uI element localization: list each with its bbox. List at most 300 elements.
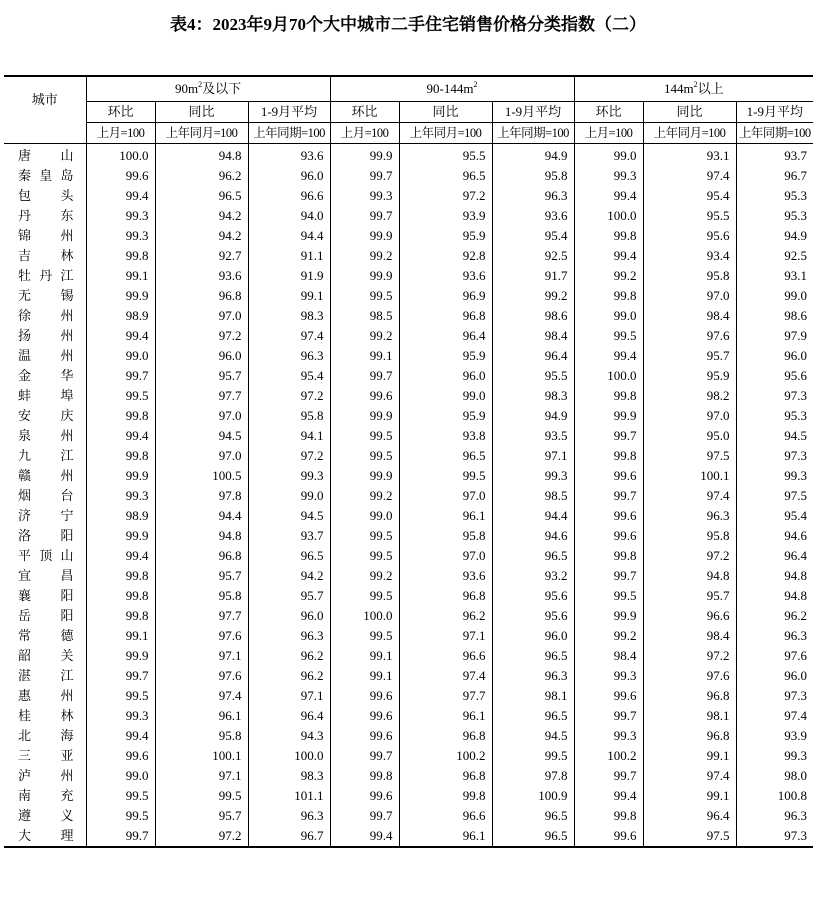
index-value: 95.3 — [736, 406, 813, 426]
index-value: 99.2 — [330, 246, 399, 266]
index-value: 93.6 — [492, 206, 574, 226]
index-value: 99.7 — [574, 486, 643, 506]
city-name: 秦皇岛 — [18, 168, 74, 183]
index-value: 99.5 — [574, 586, 643, 606]
index-value: 99.4 — [86, 326, 155, 346]
index-value: 98.4 — [492, 326, 574, 346]
index-value: 99.7 — [330, 746, 399, 766]
index-value: 97.0 — [643, 286, 736, 306]
index-value: 99.4 — [86, 546, 155, 566]
index-value: 97.4 — [643, 166, 736, 186]
index-value: 96.0 — [248, 166, 330, 186]
index-value: 99.9 — [330, 226, 399, 246]
table-row — [4, 206, 813, 226]
index-value: 99.3 — [736, 466, 813, 486]
subcol-yoy: 同比 — [643, 102, 736, 123]
table-row — [4, 786, 813, 806]
table-row — [4, 586, 813, 606]
index-value: 99.5 — [86, 686, 155, 706]
index-value: 100.0 — [248, 746, 330, 766]
index-value: 93.8 — [399, 426, 492, 446]
index-value: 99.9 — [86, 646, 155, 666]
base-mom: 上月=100 — [86, 123, 155, 144]
index-value: 97.1 — [399, 626, 492, 646]
index-value: 97.7 — [155, 606, 248, 626]
index-value: 99.8 — [574, 286, 643, 306]
index-value: 97.1 — [155, 766, 248, 786]
index-value: 99.2 — [330, 566, 399, 586]
city-name: 包头 — [18, 188, 74, 203]
index-value: 97.7 — [155, 386, 248, 406]
index-value: 96.8 — [399, 306, 492, 326]
index-value: 97.6 — [643, 326, 736, 346]
index-value: 99.6 — [574, 466, 643, 486]
index-value: 96.5 — [492, 646, 574, 666]
index-value: 96.3 — [248, 346, 330, 366]
index-value: 99.5 — [86, 386, 155, 406]
index-value: 95.8 — [155, 586, 248, 606]
index-value: 98.5 — [330, 306, 399, 326]
index-value: 99.2 — [330, 486, 399, 506]
index-value: 97.6 — [736, 646, 813, 666]
table-row — [4, 166, 813, 186]
table-row — [4, 144, 813, 167]
index-value: 96.5 — [399, 166, 492, 186]
index-value: 98.1 — [492, 686, 574, 706]
index-value: 93.1 — [736, 266, 813, 286]
index-value: 99.2 — [492, 286, 574, 306]
index-value: 99.1 — [643, 746, 736, 766]
index-value: 100.0 — [86, 144, 155, 167]
city-name: 遵义 — [18, 808, 74, 823]
index-value: 98.3 — [248, 766, 330, 786]
index-value: 97.6 — [155, 626, 248, 646]
index-value: 99.4 — [86, 186, 155, 206]
index-value: 99.1 — [330, 646, 399, 666]
city-name: 济宁 — [18, 508, 74, 523]
city-name: 赣州 — [18, 468, 74, 483]
index-value: 96.5 — [155, 186, 248, 206]
index-value: 97.3 — [736, 686, 813, 706]
index-value: 96.3 — [643, 506, 736, 526]
index-value: 97.4 — [155, 686, 248, 706]
index-value: 98.2 — [643, 386, 736, 406]
index-value: 94.9 — [492, 406, 574, 426]
index-value: 95.7 — [155, 566, 248, 586]
index-value: 99.7 — [330, 806, 399, 826]
city-name: 北海 — [18, 728, 74, 743]
index-value: 99.3 — [86, 206, 155, 226]
index-value: 94.8 — [736, 586, 813, 606]
index-value: 95.3 — [736, 206, 813, 226]
index-value: 98.6 — [492, 306, 574, 326]
index-value: 99.9 — [86, 466, 155, 486]
index-value: 99.5 — [330, 446, 399, 466]
index-value: 94.9 — [492, 144, 574, 167]
index-value: 96.0 — [736, 346, 813, 366]
index-value: 99.6 — [574, 826, 643, 847]
index-value: 96.3 — [492, 186, 574, 206]
index-value: 95.7 — [155, 366, 248, 386]
subcol-yoy: 同比 — [399, 102, 492, 123]
index-value: 100.0 — [330, 606, 399, 626]
index-value: 96.4 — [248, 706, 330, 726]
index-value: 96.0 — [492, 626, 574, 646]
index-value: 93.7 — [248, 526, 330, 546]
index-value: 100.0 — [574, 206, 643, 226]
base-avg: 上年同期=100 — [736, 123, 813, 144]
index-value: 96.3 — [248, 626, 330, 646]
index-value: 95.0 — [643, 426, 736, 446]
index-value: 98.3 — [492, 386, 574, 406]
city-name: 洛阳 — [18, 528, 74, 543]
index-value: 98.1 — [643, 706, 736, 726]
index-value: 95.3 — [736, 186, 813, 206]
index-value: 99.3 — [736, 746, 813, 766]
index-value: 97.1 — [155, 646, 248, 666]
index-value: 93.2 — [492, 566, 574, 586]
index-value: 99.8 — [86, 246, 155, 266]
index-value: 99.8 — [574, 386, 643, 406]
index-value: 99.9 — [330, 144, 399, 167]
index-value: 95.8 — [492, 166, 574, 186]
index-value: 97.7 — [399, 686, 492, 706]
index-value: 97.2 — [155, 826, 248, 847]
index-value: 96.2 — [736, 606, 813, 626]
index-value: 100.1 — [155, 746, 248, 766]
city-name: 宜昌 — [18, 568, 74, 583]
index-value: 96.3 — [248, 806, 330, 826]
index-value: 99.8 — [86, 446, 155, 466]
index-value: 99.0 — [248, 486, 330, 506]
index-value: 95.9 — [643, 366, 736, 386]
table-row — [4, 326, 813, 346]
index-value: 97.2 — [248, 446, 330, 466]
index-value: 96.8 — [155, 546, 248, 566]
table-row — [4, 266, 813, 286]
index-value: 98.3 — [248, 306, 330, 326]
city-column-header: 城市 — [4, 76, 86, 123]
group-header-small: $90m^2$及以下 — [86, 76, 330, 102]
index-value: 99.3 — [86, 706, 155, 726]
index-value: 96.5 — [492, 806, 574, 826]
index-value: 95.7 — [643, 346, 736, 366]
index-value: 99.0 — [736, 286, 813, 306]
table-body — [4, 144, 813, 848]
city-name: 徐州 — [18, 308, 74, 323]
index-value: 97.0 — [155, 306, 248, 326]
index-value: 95.5 — [399, 144, 492, 167]
city-header-spacer — [4, 123, 86, 144]
table-row — [4, 466, 813, 486]
index-value: 97.2 — [399, 186, 492, 206]
base-yoy: 上年同月=100 — [399, 123, 492, 144]
index-value: 99.3 — [574, 666, 643, 686]
index-value: 96.0 — [155, 346, 248, 366]
index-value: 99.1 — [330, 346, 399, 366]
index-value: 97.5 — [643, 446, 736, 466]
index-value: 96.6 — [248, 186, 330, 206]
index-value: 97.2 — [643, 646, 736, 666]
index-value: 96.8 — [399, 726, 492, 746]
index-value: 99.7 — [574, 566, 643, 586]
index-value: 93.6 — [399, 566, 492, 586]
index-value: 99.9 — [330, 406, 399, 426]
index-value: 96.1 — [155, 706, 248, 726]
subcol-mom: 环比 — [574, 102, 643, 123]
index-value: 99.4 — [574, 346, 643, 366]
index-value: 99.9 — [86, 286, 155, 306]
index-value: 95.7 — [643, 586, 736, 606]
table-row — [4, 566, 813, 586]
index-value: 94.6 — [736, 526, 813, 546]
index-value: 95.8 — [643, 526, 736, 546]
index-value: 99.8 — [574, 806, 643, 826]
index-value: 99.7 — [86, 366, 155, 386]
index-value: 99.7 — [330, 366, 399, 386]
index-value: 99.5 — [330, 626, 399, 646]
index-value: 99.0 — [86, 346, 155, 366]
index-value: 97.6 — [643, 666, 736, 686]
index-value: 99.3 — [574, 166, 643, 186]
index-value: 99.8 — [574, 226, 643, 246]
index-value: 99.2 — [330, 326, 399, 346]
city-name: 温州 — [18, 348, 74, 363]
index-value: 97.0 — [155, 406, 248, 426]
index-value: 97.1 — [492, 446, 574, 466]
table-row — [4, 646, 813, 666]
index-value: 92.8 — [399, 246, 492, 266]
index-value: 97.0 — [155, 446, 248, 466]
subcol-mom: 环比 — [86, 102, 155, 123]
index-value: 99.6 — [330, 726, 399, 746]
index-value: 93.9 — [399, 206, 492, 226]
index-value: 96.8 — [155, 286, 248, 306]
price-index-table — [4, 75, 813, 848]
table-row — [4, 286, 813, 306]
index-value: 94.3 — [248, 726, 330, 746]
index-value: 95.9 — [399, 226, 492, 246]
index-value: 98.4 — [643, 306, 736, 326]
index-value: 94.8 — [155, 144, 248, 167]
index-value: 99.4 — [86, 726, 155, 746]
index-value: 92.7 — [155, 246, 248, 266]
index-value: 97.4 — [736, 706, 813, 726]
subcol-yoy: 同比 — [155, 102, 248, 123]
index-value: 95.6 — [492, 586, 574, 606]
index-value: 95.5 — [643, 206, 736, 226]
city-name: 南充 — [18, 788, 74, 803]
index-value: 99.5 — [330, 426, 399, 446]
index-value: 96.5 — [248, 546, 330, 566]
index-value: 99.5 — [330, 586, 399, 606]
city-name: 三亚 — [18, 748, 74, 763]
table-row — [4, 666, 813, 686]
index-value: 99.6 — [574, 506, 643, 526]
table-row — [4, 746, 813, 766]
page-title: 表4：2023年9月70个大中城市二手住宅销售价格分类指数（二） — [170, 15, 646, 34]
index-value: 91.1 — [248, 246, 330, 266]
table-row — [4, 346, 813, 366]
index-value: 96.2 — [155, 166, 248, 186]
index-value: 99.0 — [86, 766, 155, 786]
index-value: 93.4 — [643, 246, 736, 266]
index-value: 94.5 — [492, 726, 574, 746]
index-value: 97.4 — [399, 666, 492, 686]
base-yoy: 上年同月=100 — [643, 123, 736, 144]
index-value: 96.3 — [492, 666, 574, 686]
index-value: 95.4 — [248, 366, 330, 386]
index-value: 95.6 — [643, 226, 736, 246]
index-value: 99.1 — [248, 286, 330, 306]
index-value: 97.1 — [248, 686, 330, 706]
table-row — [4, 606, 813, 626]
index-value: 97.0 — [643, 406, 736, 426]
index-value: 99.8 — [86, 606, 155, 626]
index-value: 93.9 — [736, 726, 813, 746]
index-value: 96.4 — [643, 806, 736, 826]
index-value: 95.8 — [643, 266, 736, 286]
city-name: 惠州 — [18, 688, 74, 703]
index-value: 100.2 — [399, 746, 492, 766]
index-value: 96.7 — [248, 826, 330, 847]
index-value: 96.7 — [736, 166, 813, 186]
index-value: 97.4 — [643, 766, 736, 786]
index-value: 95.4 — [492, 226, 574, 246]
index-value: 98.6 — [736, 306, 813, 326]
index-value: 91.9 — [248, 266, 330, 286]
base-avg: 上年同期=100 — [492, 123, 574, 144]
city-name: 襄阳 — [18, 588, 74, 603]
index-value: 95.6 — [492, 606, 574, 626]
index-value: 99.1 — [643, 786, 736, 806]
index-value: 94.9 — [736, 226, 813, 246]
index-value: 94.2 — [155, 206, 248, 226]
index-value: 99.8 — [86, 406, 155, 426]
index-value: 99.3 — [248, 466, 330, 486]
index-value: 99.0 — [399, 386, 492, 406]
city-name: 扬州 — [18, 328, 74, 343]
city-name: 韶关 — [18, 648, 74, 663]
index-value: 99.0 — [574, 144, 643, 167]
index-value: 94.4 — [155, 506, 248, 526]
index-value: 99.9 — [574, 406, 643, 426]
subcol-avg: 1-9月平均 — [492, 102, 574, 123]
index-value: 95.6 — [736, 366, 813, 386]
index-value: 99.6 — [330, 686, 399, 706]
index-value: 95.7 — [155, 806, 248, 826]
index-value: 99.9 — [330, 266, 399, 286]
city-name: 泉州 — [18, 428, 74, 443]
index-value: 99.9 — [86, 526, 155, 546]
city-name: 烟台 — [18, 488, 74, 503]
index-value: 100.5 — [155, 466, 248, 486]
index-value: 99.1 — [86, 626, 155, 646]
index-value: 98.0 — [736, 766, 813, 786]
index-value: 99.8 — [86, 566, 155, 586]
index-value: 99.4 — [574, 186, 643, 206]
index-value: 99.0 — [574, 306, 643, 326]
index-value: 96.5 — [492, 826, 574, 847]
city-name: 安庆 — [18, 408, 74, 423]
city-name: 锦州 — [18, 228, 74, 243]
base-avg: 上年同期=100 — [248, 123, 330, 144]
index-value: 96.9 — [399, 286, 492, 306]
index-value: 95.5 — [492, 366, 574, 386]
index-value: 97.5 — [643, 826, 736, 847]
index-value: 99.7 — [86, 666, 155, 686]
index-value: 97.5 — [736, 486, 813, 506]
index-value: 99.0 — [330, 506, 399, 526]
index-value: 97.3 — [736, 446, 813, 466]
index-value: 97.0 — [399, 546, 492, 566]
index-value: 96.8 — [399, 586, 492, 606]
index-value: 94.5 — [155, 426, 248, 446]
index-value: 95.9 — [399, 346, 492, 366]
index-value: 92.5 — [736, 246, 813, 266]
table-row — [4, 386, 813, 406]
city-name: 无锡 — [18, 288, 74, 303]
city-name: 丹东 — [18, 208, 74, 223]
index-value: 99.2 — [574, 626, 643, 646]
index-value: 101.1 — [248, 786, 330, 806]
table-row — [4, 626, 813, 646]
index-value: 98.4 — [574, 646, 643, 666]
index-value: 99.7 — [330, 206, 399, 226]
index-value: 93.6 — [399, 266, 492, 286]
index-value: 94.8 — [643, 566, 736, 586]
index-value: 100.0 — [574, 366, 643, 386]
index-value: 97.8 — [492, 766, 574, 786]
index-value: 98.4 — [643, 626, 736, 646]
index-value: 99.3 — [330, 186, 399, 206]
index-value: 96.8 — [643, 726, 736, 746]
index-value: 99.8 — [574, 446, 643, 466]
table-row — [4, 546, 813, 566]
index-value: 99.5 — [86, 806, 155, 826]
table-row — [4, 246, 813, 266]
table-row — [4, 506, 813, 526]
index-value: 96.1 — [399, 506, 492, 526]
table-row — [4, 186, 813, 206]
index-value: 96.0 — [248, 606, 330, 626]
index-value: 96.2 — [248, 646, 330, 666]
index-value: 99.7 — [574, 706, 643, 726]
index-value: 99.5 — [330, 546, 399, 566]
table-row — [4, 486, 813, 506]
index-value: 97.2 — [155, 326, 248, 346]
index-value: 96.5 — [492, 546, 574, 566]
city-name: 大理 — [4, 826, 86, 847]
index-value: 99.5 — [492, 746, 574, 766]
index-value: 99.7 — [574, 426, 643, 446]
index-value: 93.7 — [736, 144, 813, 167]
index-value: 99.5 — [330, 286, 399, 306]
index-value: 99.6 — [330, 786, 399, 806]
index-value: 99.6 — [86, 166, 155, 186]
index-value: 99.6 — [86, 746, 155, 766]
index-value: 99.7 — [86, 826, 155, 847]
group-header-large: $144m^2$以上 — [574, 76, 813, 102]
index-value: 99.8 — [86, 586, 155, 606]
index-value: 95.4 — [736, 506, 813, 526]
index-value: 99.4 — [574, 246, 643, 266]
city-name: 平顶山 — [18, 548, 74, 563]
city-name: 九江 — [18, 448, 74, 463]
index-value: 98.9 — [86, 506, 155, 526]
subcol-avg: 1-9月平均 — [248, 102, 330, 123]
index-value: 99.7 — [330, 166, 399, 186]
